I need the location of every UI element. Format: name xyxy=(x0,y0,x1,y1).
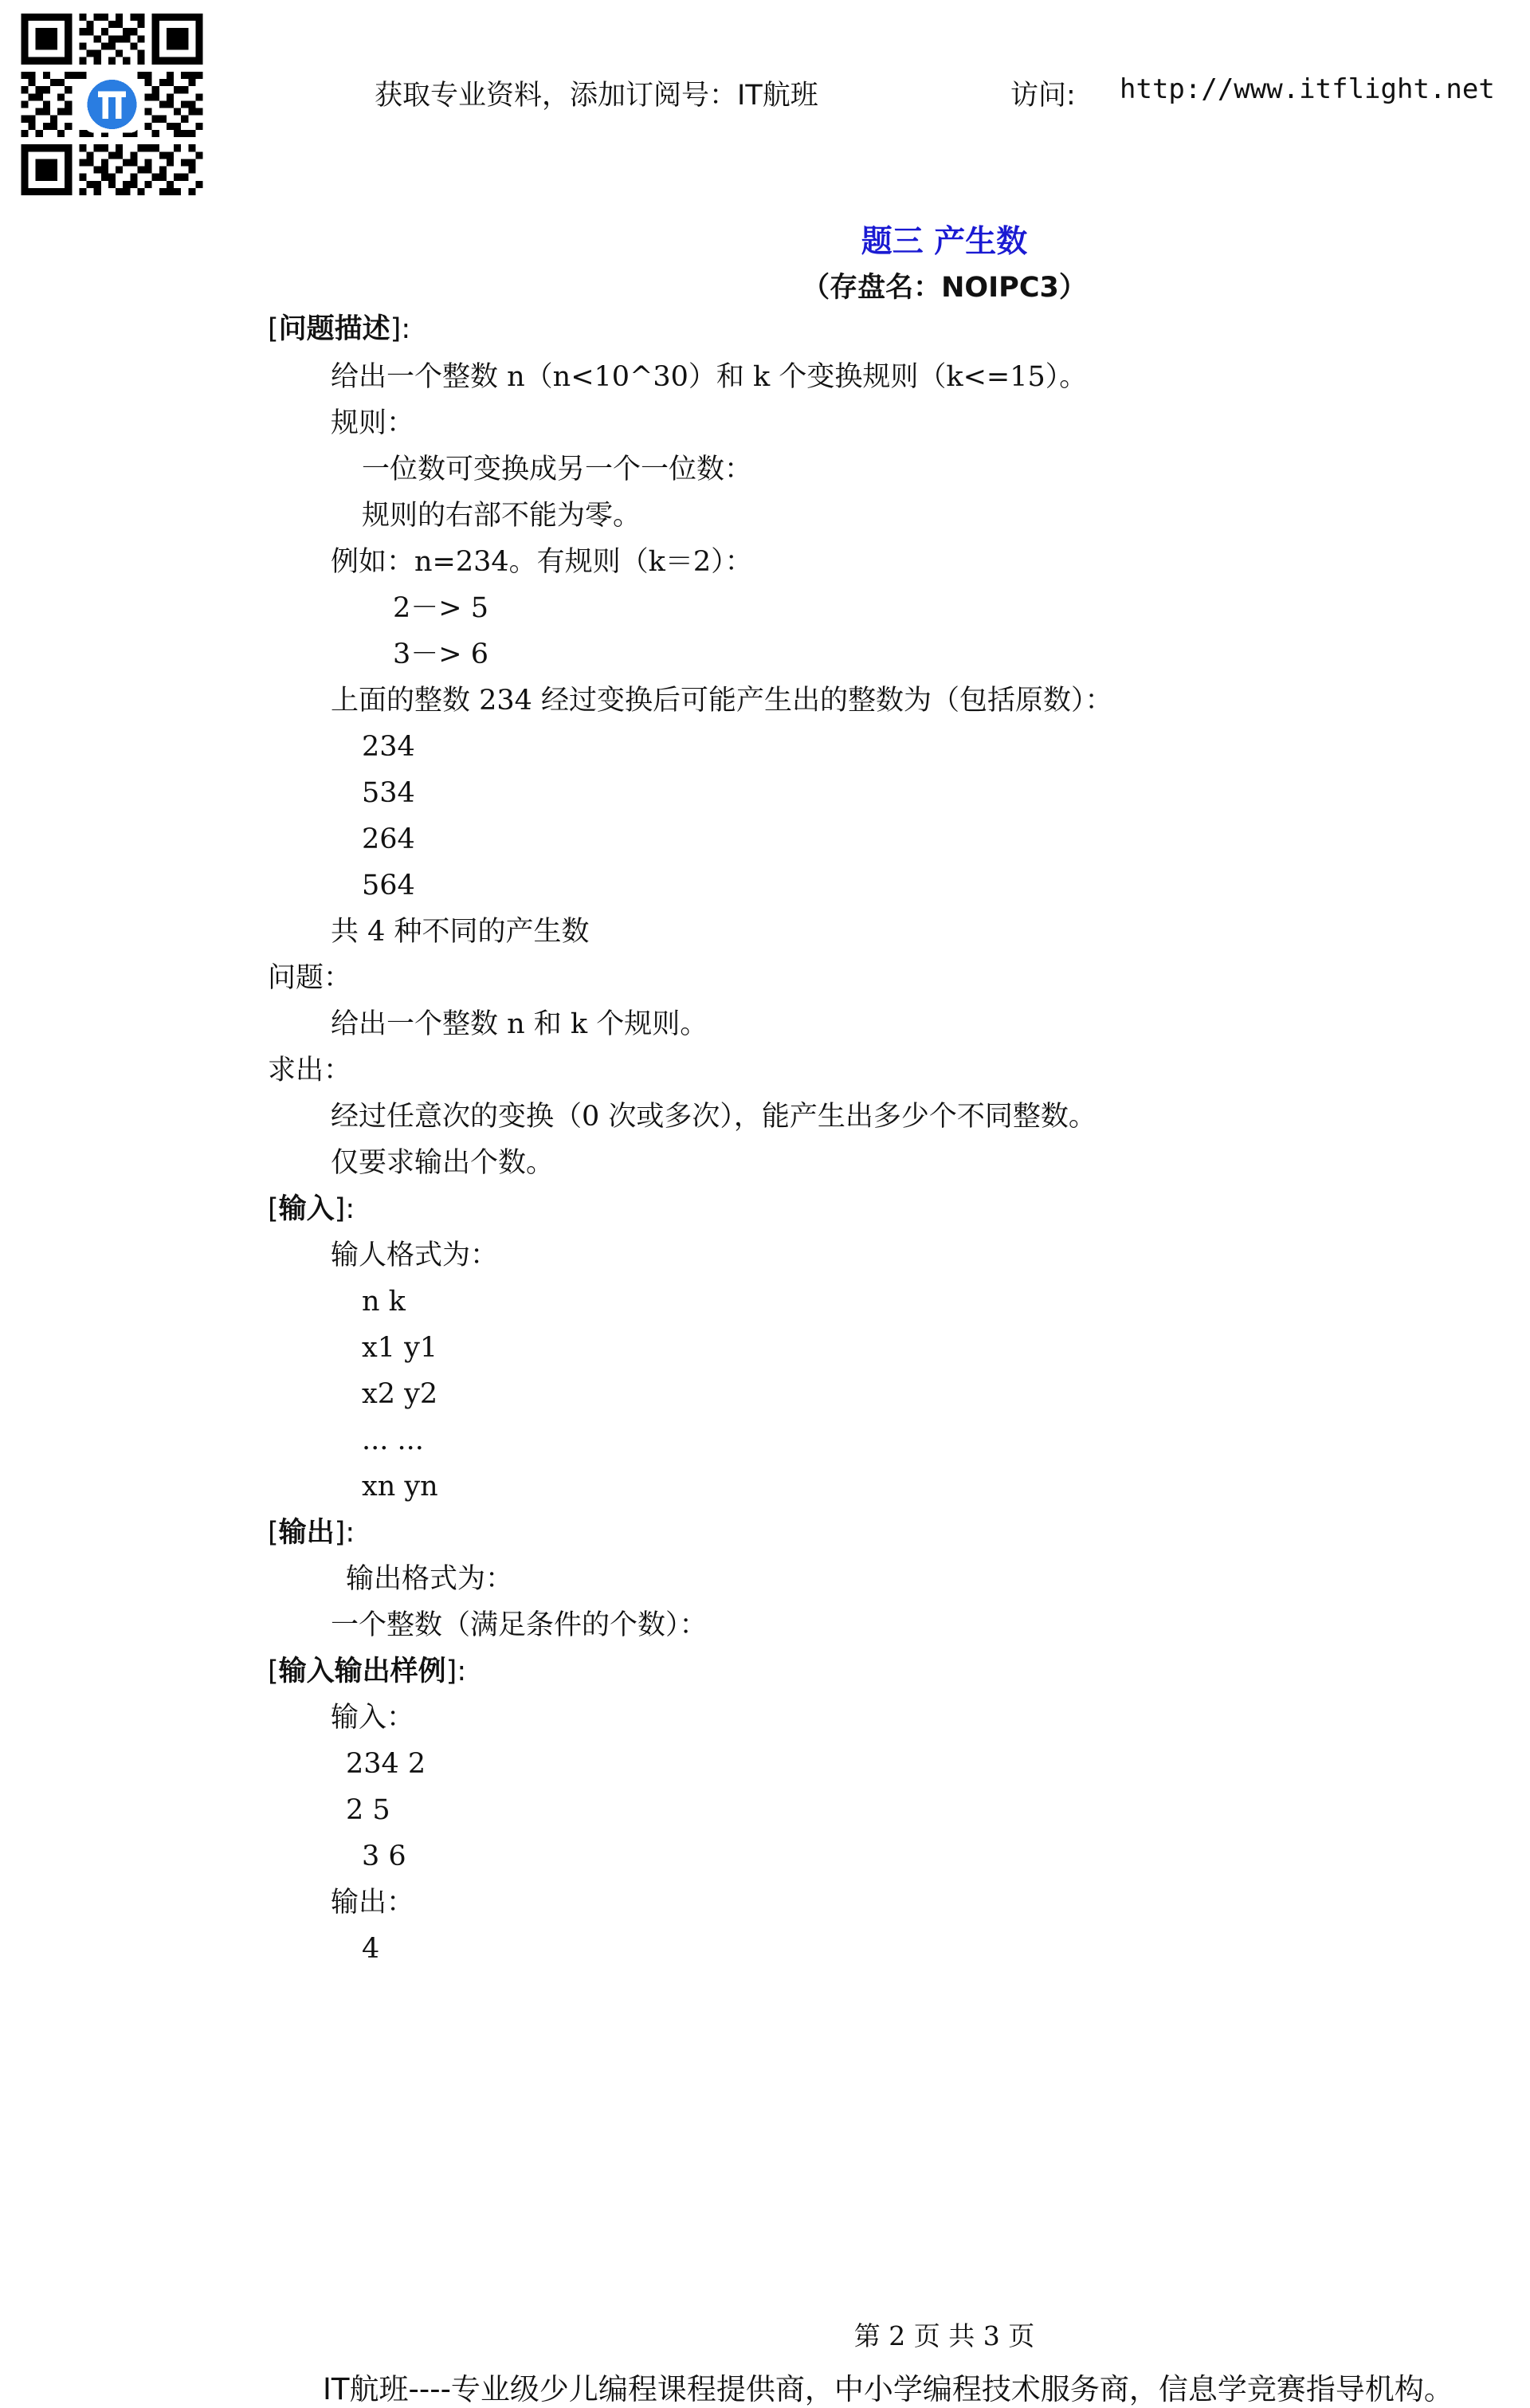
header-promo-text: 获取专业资料，添加订阅号：IT航班 xyxy=(375,80,818,112)
description-line: 一位数可变换成另一个一位数： xyxy=(362,454,753,485)
generated-number: 534 xyxy=(362,777,415,809)
header-url-link[interactable]: http://www.itflight.net xyxy=(1120,73,1495,105)
description-line: 仅要求输出个数。 xyxy=(331,1147,555,1179)
sample-output-line: 4 xyxy=(362,1933,380,1965)
rule-example: 2－> 5 xyxy=(393,592,488,624)
description-line: 例如：n=234。有规则（k＝2）： xyxy=(331,546,753,578)
problem-title: 题三 产生数 xyxy=(861,224,1028,260)
description-line: 上面的整数 234 经过变换后可能产生出的整数为（包括原数）： xyxy=(331,685,1113,717)
qr-code-image xyxy=(15,14,209,195)
generated-number: 234 xyxy=(362,731,415,763)
generated-number: 564 xyxy=(362,870,415,902)
section-heading-description: [问题描述]: xyxy=(268,313,411,345)
description-line: 给出一个整数 n 和 k 个规则。 xyxy=(331,1008,708,1040)
section-heading-output: [输出]: xyxy=(268,1517,355,1549)
description-line: 规则的右部不能为零。 xyxy=(362,500,641,532)
input-line: n k xyxy=(362,1286,406,1318)
input-line: x2 y2 xyxy=(362,1378,438,1410)
description-line: 经过任意次的变换（0 次或多次），能产生出多少个不同整数。 xyxy=(331,1101,1096,1133)
sample-input-line: 3 6 xyxy=(362,1840,406,1872)
sample-input-label: 输入： xyxy=(331,1702,415,1734)
input-line: 输人格式为： xyxy=(331,1239,499,1271)
page-number: 第 2 页 共 3 页 xyxy=(853,2320,1035,2351)
input-line: x1 y1 xyxy=(362,1332,438,1364)
input-line: xn yn xyxy=(362,1471,438,1503)
sample-input-line: 234 2 xyxy=(346,1748,426,1780)
output-line: 输出格式为： xyxy=(346,1563,514,1595)
problem-save-name: （存盘名：NOIPC3） xyxy=(802,272,1087,304)
rule-example: 3－> 6 xyxy=(393,638,488,670)
description-line: 规则： xyxy=(331,407,415,439)
sample-input-line: 2 5 xyxy=(346,1794,390,1826)
output-line: 一个整数（满足条件的个数）： xyxy=(331,1609,708,1641)
section-heading-input: [输入]: xyxy=(268,1193,355,1225)
description-line: 给出一个整数 n（n<10^30）和 k 个变换规则（k<=15）。 xyxy=(331,361,1088,393)
description-line: 共 4 种不同的产生数 xyxy=(331,916,590,948)
header-visit-label: 访问: xyxy=(1010,80,1076,112)
question-label: 问题： xyxy=(268,962,352,994)
footer-slogan: IT航班----专业级少儿编程课程提供商，中小学编程技术服务商，信息学竞赛指导机构。 xyxy=(323,2372,1454,2406)
section-heading-sample: [输入输出样例]: xyxy=(268,1656,467,1687)
find-label: 求出： xyxy=(268,1055,352,1086)
generated-number: 264 xyxy=(362,823,415,855)
input-line: ... ... xyxy=(362,1424,424,1456)
sample-output-label: 输出： xyxy=(331,1887,415,1919)
